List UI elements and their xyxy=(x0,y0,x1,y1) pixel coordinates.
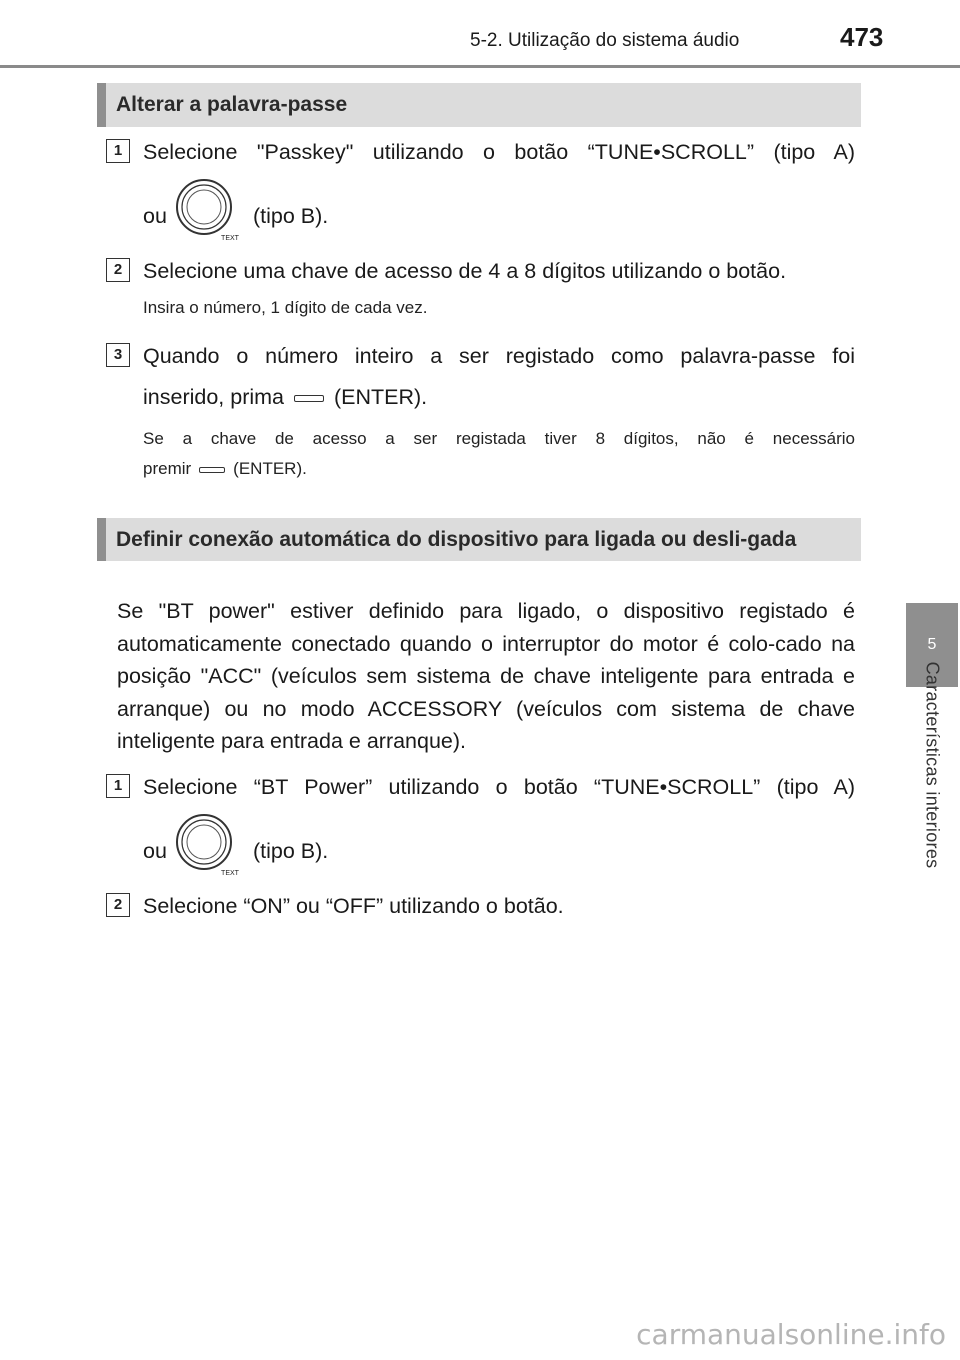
header-divider xyxy=(0,65,960,68)
step-text-continued xyxy=(143,385,427,410)
enter-button-icon xyxy=(199,467,225,473)
chapter-number: 5 xyxy=(927,636,937,653)
type-b-label: (tipo B). xyxy=(253,839,329,863)
step-text: Quando o número inteiro a ser registado como palavra-passe foi xyxy=(143,344,855,368)
step-text: Selecione “ON” ou “OFF” utilizando o botão. xyxy=(143,894,564,918)
knob-text-label: TEXT xyxy=(221,870,239,877)
watermark: carmanualsonline.info xyxy=(636,1318,946,1351)
tune-knob-icon xyxy=(175,178,241,244)
or-label: ou xyxy=(143,839,167,863)
chapter-label: Características interiores xyxy=(922,661,943,869)
enter-button-icon xyxy=(294,395,324,402)
step-text: Selecione uma chave de acesso de 4 a 8 dígitos utilizando o botão. xyxy=(143,259,787,283)
or-label: ou xyxy=(143,204,167,228)
step-note-part: premir xyxy=(143,459,192,478)
header-section-title: 5-2. Utilização do sistema áudio xyxy=(470,30,740,51)
step-note: Insira o número, 1 dígito de cada vez. xyxy=(143,298,428,317)
step-text: Selecione "Passkey" utilizando o botão “TUNE•SCROLL” (tipo A) xyxy=(143,140,855,164)
step-text: Selecione “BT Power” utilizando o botão “TUNE•SCROLL” (tipo A) xyxy=(143,775,855,799)
tune-knob-icon xyxy=(175,813,241,879)
section-heading-auto-connect: Definir conexão automática do dispositivo para ligada ou desli-gada xyxy=(97,518,861,561)
type-b-label: (tipo B). xyxy=(253,204,329,228)
step-badge: 1 xyxy=(106,139,130,163)
step-text-part: inserido, prima xyxy=(143,385,284,409)
step-badge: 1 xyxy=(106,774,130,798)
section-heading-change-passkey: Alterar a palavra-passe xyxy=(97,83,861,127)
knob-text-label: TEXT xyxy=(221,235,239,242)
section-intro: Se "BT power" estiver definido para ligado, o dispositivo registado é automaticamente conectado quando o interruptor do motor é colo-cado na posição "ACC" (veículos sem sistema de chave inteligente para entrada e arranque) ou no modo ACCESSORY (veículos com sistema de chave inteligente para entrada e arranque). xyxy=(117,599,855,753)
step-note-part: (ENTER). xyxy=(233,459,307,478)
step-badge: 2 xyxy=(106,258,130,282)
step-text-part: (ENTER). xyxy=(334,385,428,409)
page-number: 473 xyxy=(840,22,884,52)
step-badge: 2 xyxy=(106,893,130,917)
step-badge: 3 xyxy=(106,343,130,367)
step-note-continued xyxy=(143,454,855,484)
step-note: Se a chave de acesso a ser registada tiver 8 dígitos, não é necessário xyxy=(143,429,855,448)
